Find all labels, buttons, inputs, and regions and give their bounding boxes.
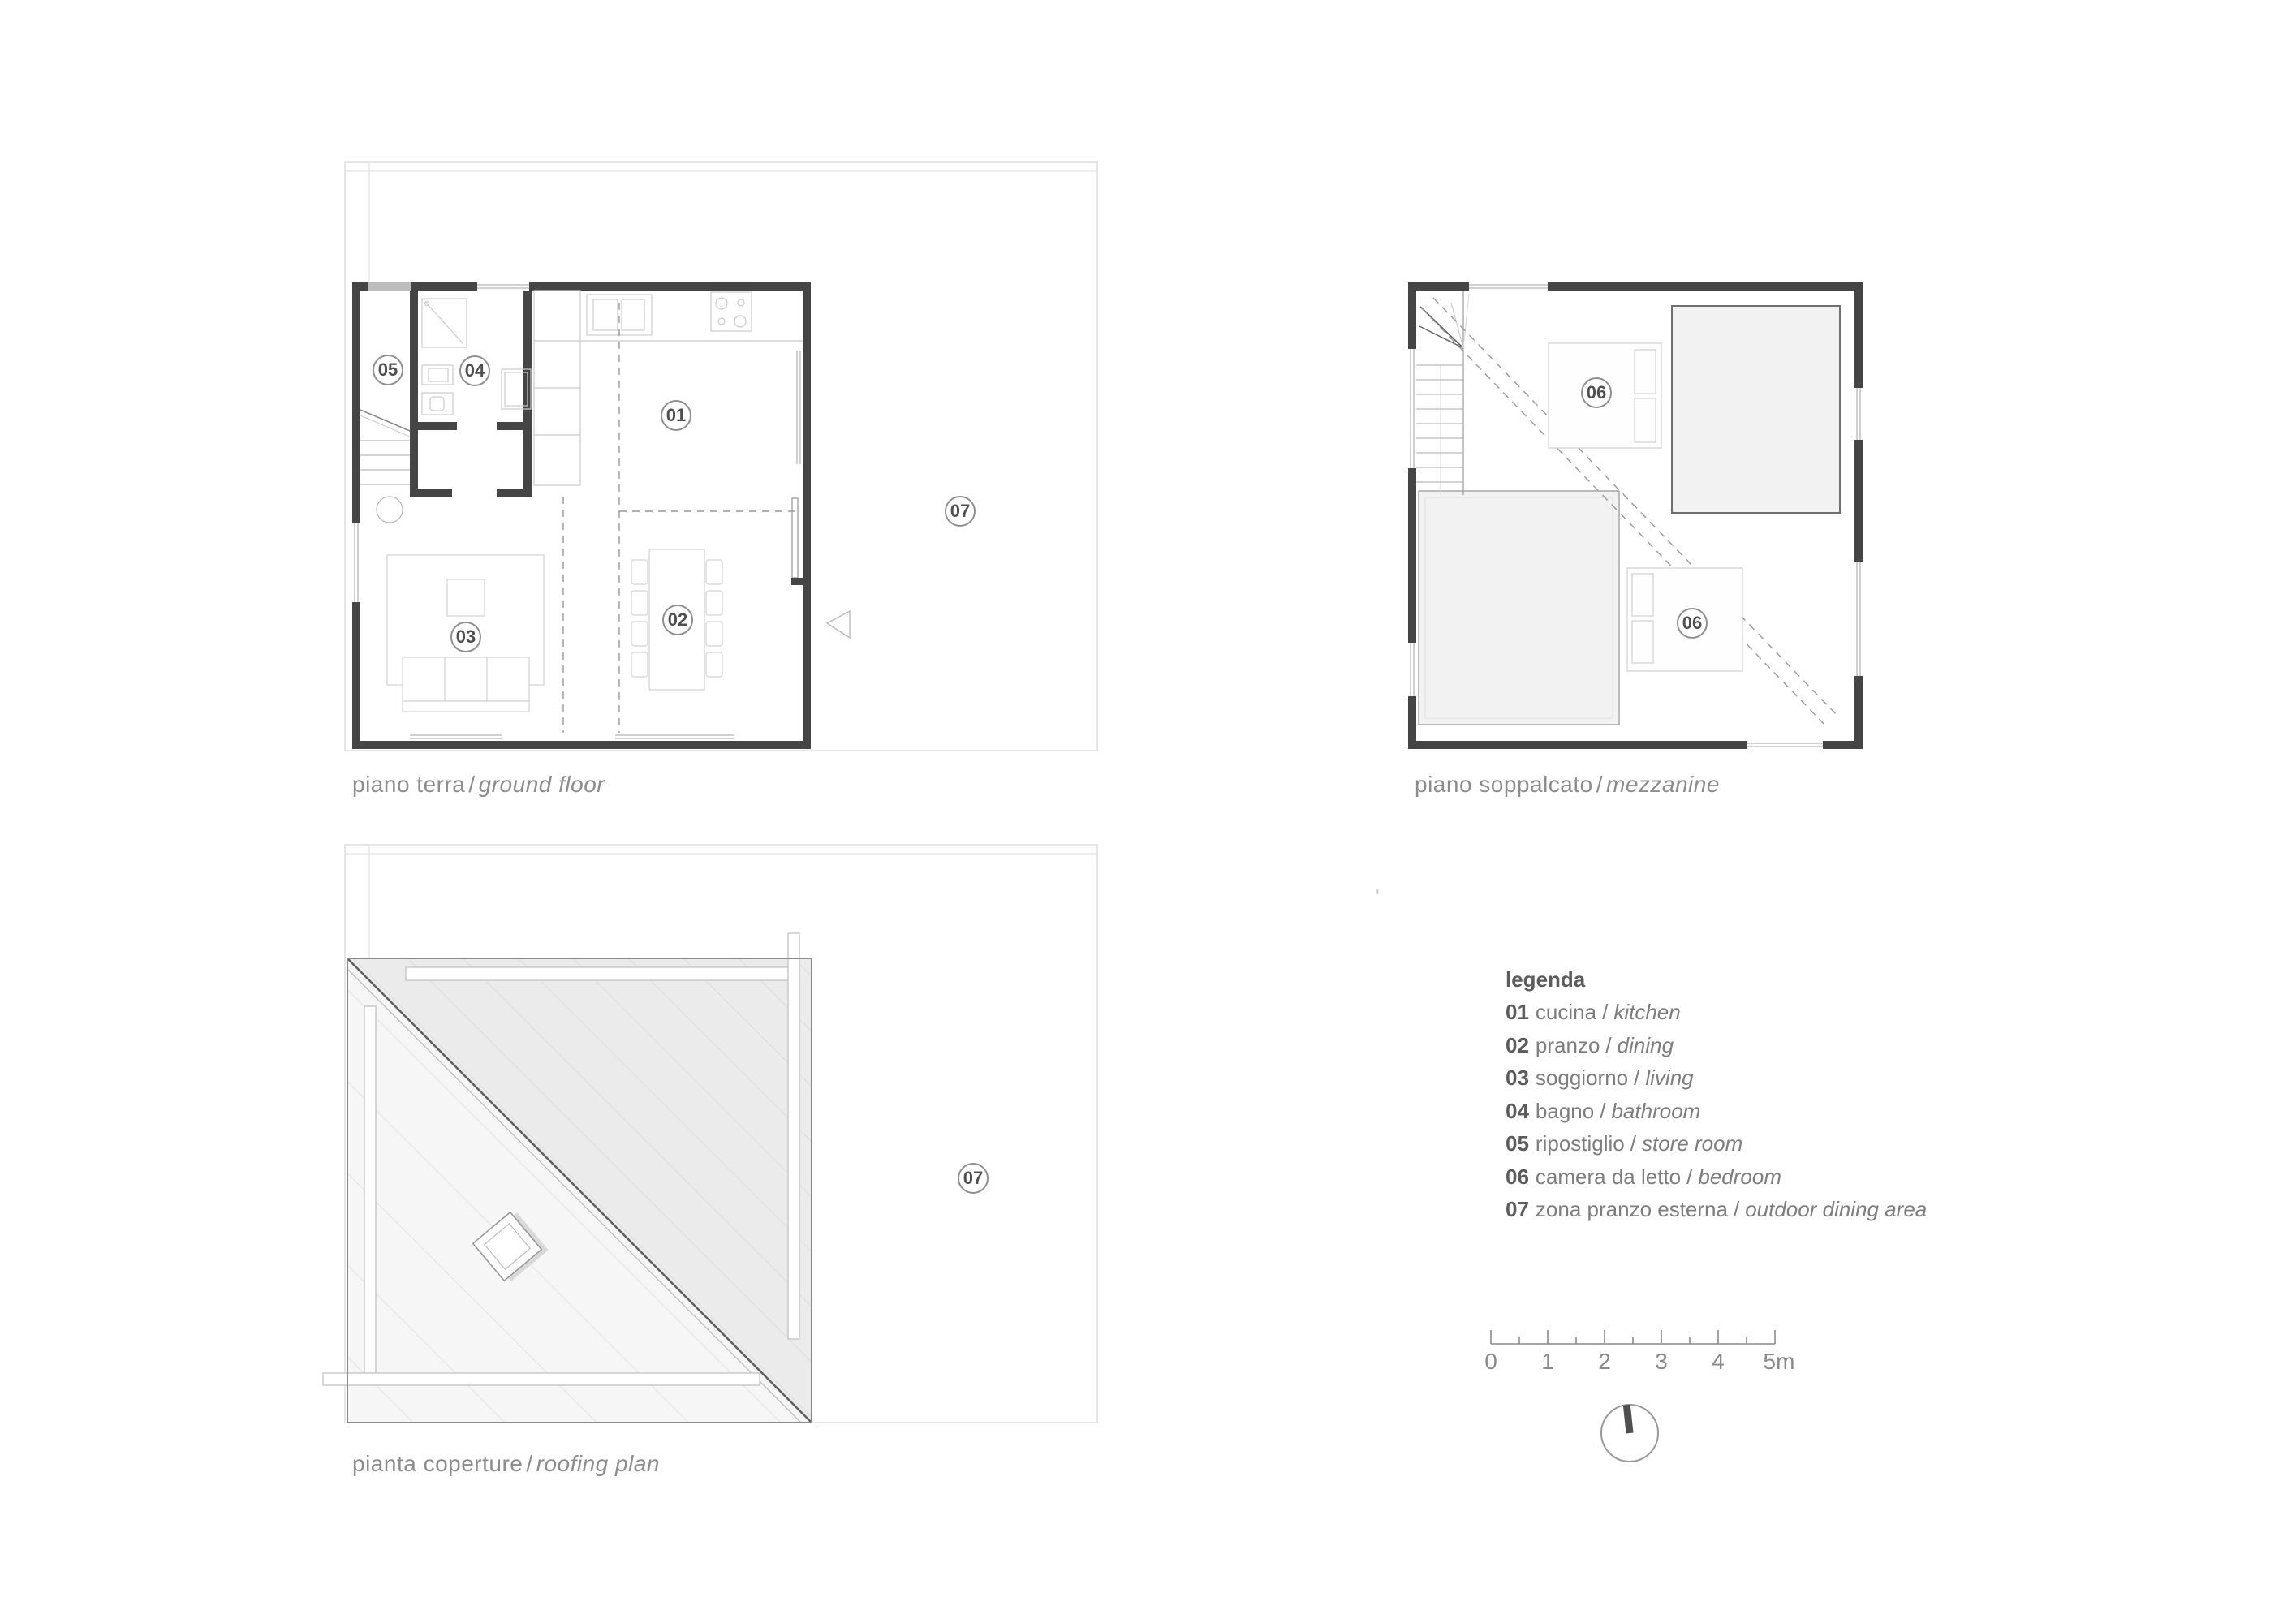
ground-floor-caption: piano terra / ground floor bbox=[352, 772, 605, 797]
stove bbox=[711, 292, 752, 331]
gutter-bottom bbox=[323, 1373, 760, 1385]
column bbox=[377, 497, 403, 523]
legend-item-05: 05 ripostiglio / store room bbox=[1506, 1131, 1743, 1156]
roofing-caption: pianta coperture / roofing plan bbox=[352, 1451, 660, 1476]
legend-item-01: 01 cucina / kitchen bbox=[1506, 1000, 1681, 1024]
room-label-05: 05 bbox=[373, 355, 403, 385]
roofing-plan bbox=[321, 840, 1112, 1428]
ground-floor-plan bbox=[341, 158, 1112, 759]
toilet bbox=[422, 393, 453, 415]
coffee-table bbox=[447, 579, 485, 616]
roof bbox=[323, 933, 812, 1423]
room-label-04: 04 bbox=[459, 355, 490, 386]
legend-item-06: 06 camera da letto / bedroom bbox=[1506, 1164, 1781, 1189]
room-label-06b: 06 bbox=[1677, 608, 1708, 639]
north-needle bbox=[1623, 1405, 1634, 1434]
void-over-kitchen bbox=[1672, 306, 1840, 513]
legend-title: legenda bbox=[1506, 967, 1586, 992]
room-label-02: 02 bbox=[662, 605, 693, 635]
legend-item-04: 04 bagno / bathroom bbox=[1506, 1098, 1701, 1123]
scale-bar bbox=[1485, 1324, 1786, 1347]
mezzanine-caption: piano soppalcato / mezzanine bbox=[1415, 772, 1720, 797]
scale-tick-0: 0 bbox=[1484, 1349, 1497, 1374]
north-arrow-icon bbox=[1600, 1404, 1659, 1462]
ground-floor-drawing bbox=[341, 158, 1112, 759]
mezzanine-drawing bbox=[1400, 276, 1871, 755]
scale-tick-3: 3 bbox=[1655, 1349, 1668, 1374]
gutter-right bbox=[788, 933, 799, 1339]
door-leaf bbox=[792, 498, 798, 578]
entrance-arrow-icon bbox=[827, 611, 850, 638]
scale-tick-1: 1 bbox=[1541, 1349, 1554, 1374]
scale-tick-4: 4 bbox=[1712, 1349, 1725, 1374]
room-label-06a: 06 bbox=[1581, 377, 1612, 408]
room-label-01: 01 bbox=[661, 400, 691, 431]
sofa bbox=[403, 657, 529, 701]
legend bbox=[1506, 967, 1927, 1230]
stairs bbox=[1416, 291, 1469, 495]
stray-mark: ' bbox=[1376, 886, 1380, 908]
scale-tick-2: 2 bbox=[1598, 1349, 1611, 1374]
room-label-07b: 07 bbox=[958, 1163, 989, 1194]
stairs bbox=[360, 410, 410, 523]
room-label-07: 07 bbox=[945, 496, 976, 527]
gutter-left bbox=[364, 1006, 376, 1373]
legend-item-03: 03 soggiorno / living bbox=[1506, 1065, 1694, 1090]
room-label-03: 03 bbox=[450, 622, 481, 652]
legend-item-07: 07 zona pranzo esterna / outdoor dining area bbox=[1506, 1197, 1928, 1221]
scale-tick-5: 5m bbox=[1763, 1349, 1795, 1374]
kitchen-fixtures bbox=[534, 291, 803, 485]
mezzanine-plan bbox=[1400, 276, 1871, 755]
roofing-drawing bbox=[321, 840, 1112, 1428]
void-over-living bbox=[1419, 491, 1619, 725]
legend-item-02: 02 pranzo / dining bbox=[1506, 1032, 1674, 1057]
gutter-top bbox=[406, 967, 791, 980]
